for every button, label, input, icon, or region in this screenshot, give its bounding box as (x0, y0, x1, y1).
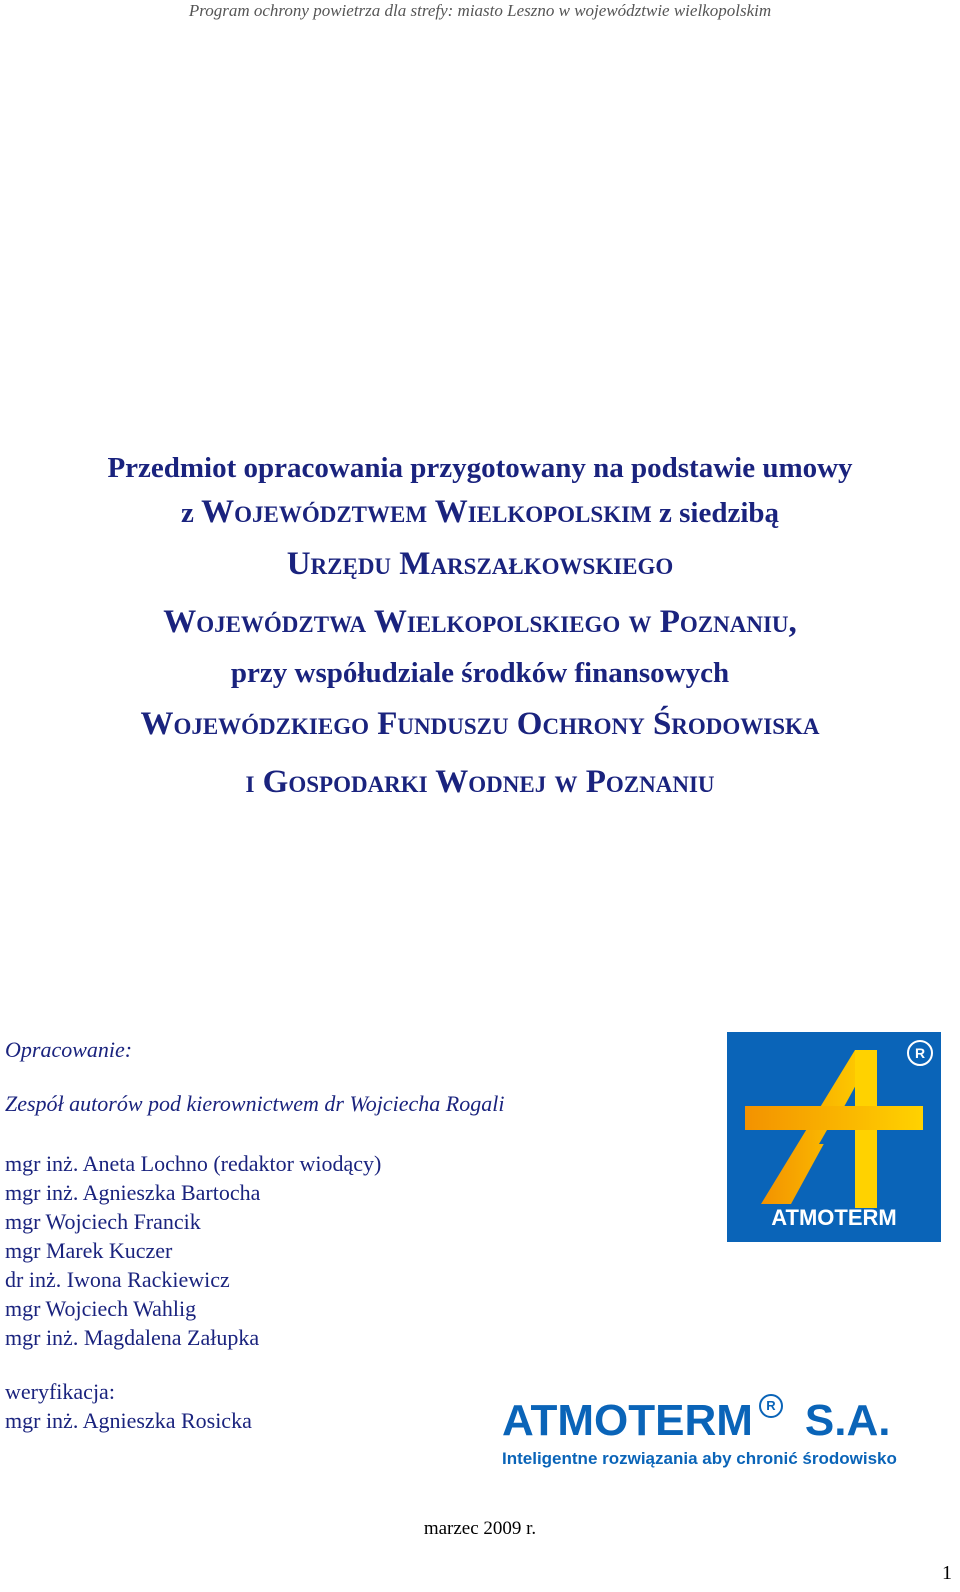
title-line-2-organization: Województwem Wielkopolskim (201, 494, 652, 530)
running-header: Program ochrony powietrza dla strefy: miasto Leszno w województwie wielkopolskim (188, 1, 772, 20)
title-line-7: i Gospodarki Wodnej w Poznaniu (245, 764, 715, 800)
title-line-2-prefix: z (180, 497, 202, 529)
verification-label: weryfikacja: (5, 1379, 115, 1404)
title-line-1: Przedmiot opracowania przygotowany na podstawie umowy (107, 452, 853, 484)
company-tagline: Inteligentne rozwiązania aby chronić środowisko (502, 1449, 897, 1468)
logo-text: ATMOTERM (771, 1205, 897, 1230)
verification-section (5, 1377, 252, 1435)
authors-label: Opracowanie: (5, 1037, 133, 1062)
author-item: mgr Wojciech Francik (5, 1209, 201, 1234)
atmoterm-logo (727, 1032, 941, 1242)
company-name-row (502, 1396, 942, 1446)
company-block (502, 1396, 942, 1472)
author-item: mgr inż. Aneta Lochno (redaktor wiodący) (5, 1151, 382, 1176)
author-item: mgr inż. Magdalena Załupka (5, 1325, 260, 1350)
logo-crossbar (745, 1106, 923, 1130)
company-suffix: S.A. (804, 1396, 891, 1445)
author-item: mgr inż. Agnieszka Bartocha (5, 1180, 261, 1205)
title-line-4: Województwa Wielkopolskiego w Poznaniu, (163, 604, 797, 640)
title-block (0, 446, 960, 811)
company-name: ATMOTERM (502, 1396, 753, 1445)
author-item: dr inż. Iwona Rackiewicz (5, 1267, 230, 1292)
author-item: mgr Marek Kuczer (5, 1238, 173, 1263)
authors-team: Zespół autorów pod kierownictwem dr Wojciecha Rogali (5, 1091, 505, 1116)
company-registered-icon: R (759, 1394, 783, 1418)
author-item: mgr Wojciech Wahlig (5, 1296, 197, 1321)
verification-person: mgr inż. Agnieszka Rosicka (5, 1408, 252, 1433)
title-line-2-suffix: z siedzibą (651, 497, 780, 529)
registered-mark-icon: R (907, 1040, 933, 1066)
title-line-6: Wojewódzkiego Funduszu Ochrony Środowiska (140, 706, 820, 742)
footer-date: marzec 2009 r. (423, 1518, 537, 1539)
title-line-3: Urzędu Marszałkowskiego (286, 546, 674, 582)
page-number: 1 (942, 1562, 952, 1584)
title-line-2 (0, 490, 960, 535)
authors-section (5, 1036, 504, 1118)
title-line-5: przy współudziale środków finansowych (230, 657, 730, 689)
author-list (5, 1149, 381, 1352)
